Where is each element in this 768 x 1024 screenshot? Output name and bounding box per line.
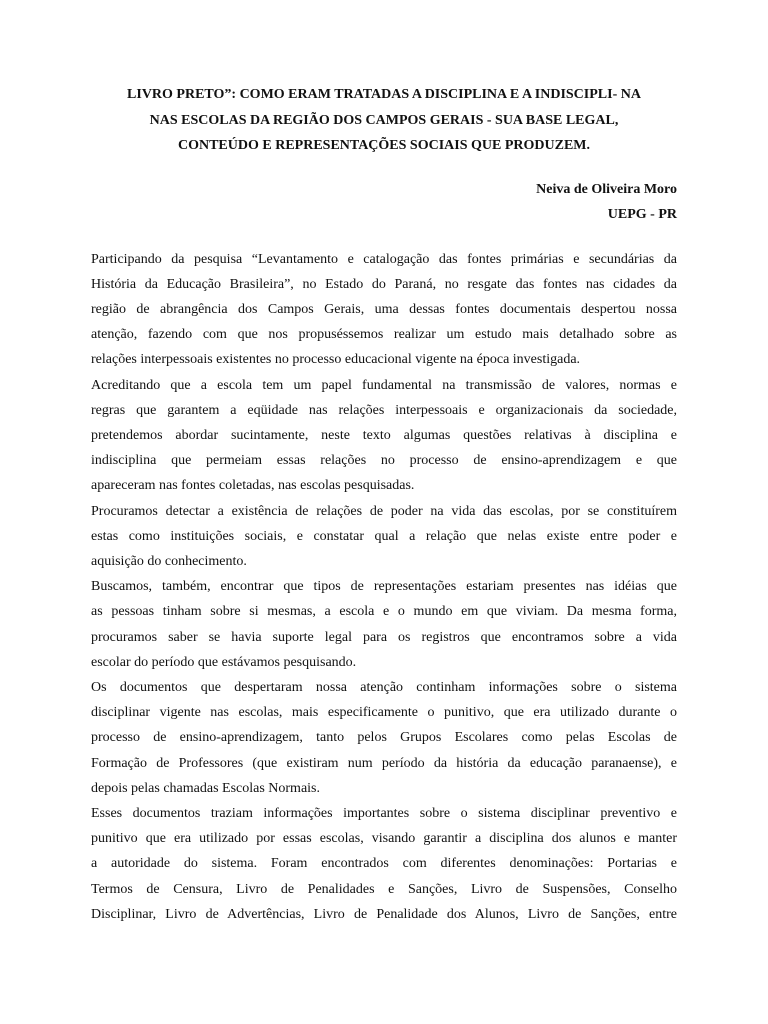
text-line: as pessoas tinham sobre si mesmas, a escola e o mundo em que viviam. Da mesma forma, — [91, 604, 677, 620]
author-block — [91, 177, 677, 227]
text-line: Formação de Professores (que existiram num período da história da educação paranaense), e — [91, 755, 677, 771]
text-line: depois pelas chamadas Escolas Normais. — [91, 780, 320, 796]
text-line: escolar do período que estávamos pesquisando. — [91, 654, 357, 670]
text-line: pretendemos abordar sucintamente, neste texto algumas questões relativas à disciplina e — [91, 427, 677, 443]
text-line: estas como instituições sociais, e constatar qual a relação que nelas existe entre poder e — [91, 528, 677, 544]
author-affiliation: UEPG - PR — [607, 206, 677, 222]
paragraph — [91, 574, 677, 675]
text-line: Buscamos, também, encontrar que tipos de representações estariam presentes nas idéias que — [91, 579, 677, 595]
text-line: indisciplina que permeiam essas relações no processo de ensino-aprendizagem e que — [91, 453, 677, 469]
title-line: LIVRO PRETO”: COMO ERAM TRATADAS A DISCIPLINA E A INDISCIPLI- NA — [127, 87, 641, 102]
text-line: História da Educação Brasileira”, no Estado do Paraná, no resgate das fontes nas cidades da — [91, 276, 677, 292]
text-line: Termos de Censura, Livro de Penalidades e Sanções, Livro de Suspensões, Conselho — [91, 881, 677, 897]
paragraph — [91, 499, 677, 575]
title-line: NAS ESCOLAS DA REGIÃO DOS CAMPOS GERAIS - SUA BASE LEGAL, — [149, 112, 619, 128]
text-line: processo de ensino-aprendizagem, tanto pelos Grupos Escolares como pelas Escolas de — [91, 730, 677, 746]
text-line: região de abrangência dos Campos Gerais, uma dessas fontes documentais despertou nossa — [91, 301, 677, 317]
paragraph — [91, 373, 677, 499]
text-line: punitivo que era utilizado por essas escolas, visando garantir a disciplina dos alunos e manter — [91, 831, 677, 847]
text-line: disciplinar vigente nas escolas, mais especificamente o punitivo, que era utilizado durante o — [91, 705, 677, 721]
body-text — [91, 247, 677, 927]
paragraph — [91, 675, 677, 801]
text-line: a autoridade do sistema. Foram encontrados com diferentes denominações: Portarias e — [91, 856, 677, 872]
text-line: Os documentos que despertaram nossa atenção continham informações sobre o sistema — [91, 679, 677, 695]
text-line: atenção, fazendo com que nos propuséssemos realizar um estudo mais detalhado sobre as — [91, 327, 677, 343]
title-line: CONTEÚDO E REPRESENTAÇÕES SOCIAIS QUE PRODUZEM. — [177, 138, 591, 153]
author-name: Neiva de Oliveira Moro — [536, 181, 677, 197]
text-line: Procuramos detectar a existência de relações de poder na vida das escolas, por se constituírem — [91, 503, 677, 519]
paragraph — [91, 801, 677, 927]
text-line: relações interpessoais existentes no processo educacional vigente na época investigada. — [91, 352, 581, 368]
text-line: Esses documentos traziam informações importantes sobre o sistema disciplinar preventivo e — [91, 805, 677, 821]
text-line: Participando da pesquisa “Levantamento e catalogação das fontes primárias e secundárias da — [91, 251, 677, 267]
text-line: regras que garantem a eqüidade nas relações interpessoais e organizacionais da sociedade, — [91, 402, 677, 418]
text-line: aquisição do conhecimento. — [91, 553, 247, 569]
text-line: Disciplinar, Livro de Advertências, Livro de Penalidade dos Alunos, Livro de Sanções, entre — [91, 906, 677, 922]
document-title — [91, 82, 677, 159]
text-line: Acreditando que a escola tem um papel fundamental na transmissão de valores, normas e — [91, 377, 677, 393]
paragraph — [91, 247, 677, 373]
text-line: procuramos saber se havia suporte legal para os registros que encontramos sobre a vida — [91, 629, 677, 645]
text-line: apareceram nas fontes coletadas, nas escolas pesquisadas. — [91, 478, 415, 494]
